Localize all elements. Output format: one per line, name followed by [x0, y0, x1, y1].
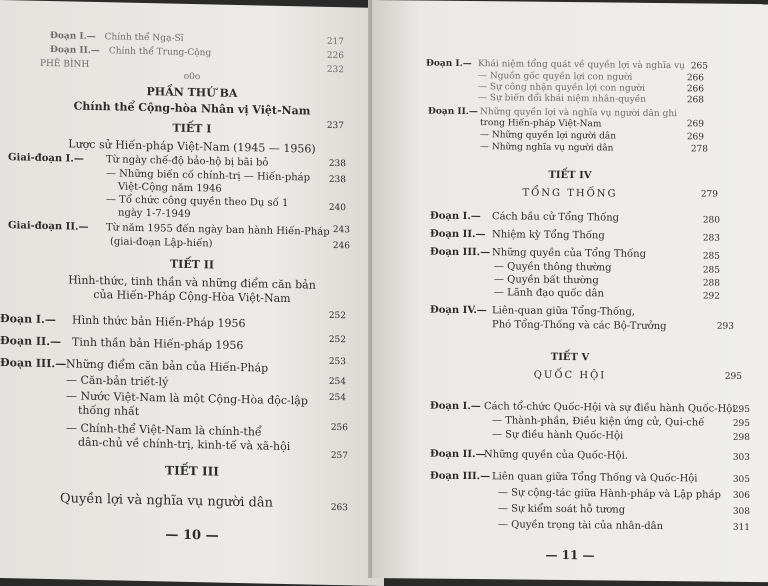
toc-entry-text: — Nguồn gốc quyền lợi con người	[478, 71, 633, 83]
toc-page: 292	[702, 291, 720, 302]
section-heading: Hình-thức, tinh thần và những điểm căn bản	[68, 273, 316, 292]
toc-entry	[430, 470, 698, 485]
toc-entry-text: Nhiệm kỳ Tổng Thống	[492, 229, 605, 242]
toc-entry	[50, 31, 184, 44]
part-title: PHẦN THỨ BA	[146, 85, 238, 100]
toc-entry-text: — Những nghĩa vụ người dân	[480, 142, 614, 154]
toc-entry-label: Đoạn I.—	[430, 400, 481, 413]
part-subtitle: Chính thể Cộng-hòa Nhân vị Việt-Nam	[73, 99, 311, 118]
toc-page: 305	[732, 474, 750, 485]
toc-entry-label: Đoạn II.—	[430, 448, 486, 461]
toc-page: 308	[732, 506, 750, 517]
toc-entry	[8, 220, 330, 238]
toc-page: 265	[690, 61, 708, 72]
toc-entry-label: Đoạn II.—	[430, 228, 486, 241]
toc-page: 295	[724, 371, 742, 382]
toc-entry-text: — Những biến cố chính-trị — Hiến-pháp	[106, 168, 311, 184]
toc-page: 254	[328, 392, 346, 404]
toc-entry-text: — Sự cộng-tác giữa Hành-pháp và Lập pháp	[498, 487, 721, 501]
toc-entry	[8, 152, 269, 169]
toc-entry-text: — Lãnh đạo quốc dân	[494, 287, 604, 300]
toc-entry-text: — Quyền trọng tài của nhân-dân	[498, 519, 664, 533]
toc-entry-text: Những quyền lợi và nghĩa vụ người dân ghi	[480, 107, 678, 120]
toc-page: 257	[330, 450, 348, 462]
toc-entry-text: Tinh thần bản Hiến-pháp 1956	[72, 335, 244, 353]
toc-entry-text: Cách tổ-chức Quốc-Hội và sự điều hành Quốc-Hội	[484, 401, 736, 415]
toc-entry-text: Những quyền của Tổng Thống	[492, 247, 646, 260]
toc-entry-text: — Sự biến đổi khái niệm nhân-quyền	[478, 93, 647, 105]
section-heading: Lược sử Hiến-pháp Việt-Nam (1945 — 1956)	[68, 137, 316, 156]
toc-page: 252	[328, 310, 346, 322]
toc-page: 280	[702, 215, 720, 226]
toc-page: 240	[328, 202, 346, 214]
toc-page: 226	[326, 50, 344, 62]
toc-page: 285	[702, 251, 720, 262]
toc-entry-label: Đoạn II.—	[428, 106, 478, 118]
toc-entry-label: Đoạn III.—	[430, 246, 491, 259]
toc-entry-label: Đoạn II.—	[50, 45, 100, 57]
toc-page: 306	[732, 490, 750, 501]
toc-page: 238	[328, 174, 346, 186]
toc-page: 269	[686, 132, 704, 143]
toc-entry-label: Đoạn I.—	[50, 31, 96, 43]
toc-entry	[430, 448, 628, 462]
toc-entry-text: Từ ngày chế-độ bảo-hộ bị bãi bỏ	[106, 154, 269, 169]
toc-page: 311	[732, 522, 750, 533]
page-number: — 11 —	[545, 547, 595, 563]
toc-entry	[430, 228, 605, 242]
toc-entry-text: trong Hiến-pháp Việt-Nam	[480, 118, 602, 130]
section-heading: Quyền lợi và nghĩa vụ người dân	[60, 491, 273, 511]
toc-entry	[430, 400, 736, 415]
toc-entry-text: Liên quan giữa Tổng Thống và Quốc-Hội	[492, 471, 698, 485]
toc-entry-text: thống nhất	[78, 403, 140, 418]
toc-entry-text: — Quyền bất thường	[494, 274, 599, 287]
toc-entry-text: Chính thể Trung-Cộng	[108, 46, 212, 59]
toc-page: 237	[326, 120, 344, 132]
toc-page: 246	[332, 240, 350, 252]
toc-page: 303	[732, 452, 750, 463]
toc-entry-label: Đoạn I.—	[430, 210, 481, 223]
toc-entry-text: Liên-quan giữa Tổng-Thống,	[492, 305, 636, 318]
toc-page: 238	[328, 158, 346, 170]
toc-page: 295	[732, 418, 750, 429]
toc-page: 269	[686, 119, 704, 130]
toc-page: 243	[332, 224, 350, 236]
toc-entry-text: PHÊ BÌNH	[40, 58, 90, 70]
toc-page: 288	[702, 278, 720, 289]
toc-entry-text: Từ năm 1955 đến ngày ban hành Hiến-Pháp	[106, 222, 330, 238]
section-title: TIẾT V	[550, 351, 590, 364]
toc-entry-text: — Sự kiểm soát hỗ tương	[498, 503, 626, 516]
toc-entry	[430, 246, 646, 260]
section-heading: QUỐC HỘI	[533, 369, 607, 382]
toc-entry-text: — Thành-phần, Điều kiện ứng cử, Qui-chế	[492, 415, 705, 429]
toc-entry-text: Việt-Cộng năm 1946	[118, 181, 222, 195]
toc-page: 254	[328, 376, 346, 388]
toc-entry-text: (giai-đoạn Lập-hiến)	[110, 236, 213, 250]
toc-page: 279	[700, 189, 718, 200]
toc-entry	[0, 334, 244, 353]
toc-entry-label: Giai-đoạn II.—	[8, 220, 89, 233]
toc-entry	[430, 210, 620, 224]
section-title: TIẾT II	[169, 257, 215, 272]
toc-entry-label: Giai-đoạn I.—	[8, 152, 84, 165]
toc-entry-text: — Sự điều hành Quốc-Hội	[492, 429, 624, 442]
section-heading: TỔNG THỐNG	[522, 187, 618, 200]
page-number: — 10 —	[165, 527, 219, 544]
toc-entry-text: — Quyền thông thường	[494, 261, 612, 274]
toc-entry-label: Đoạn III.—	[430, 470, 491, 483]
toc-page: 293	[716, 321, 734, 332]
toc-entry	[426, 58, 685, 72]
toc-entry-text: Phó Tổng-Thống và các Bộ-Trưởng	[492, 319, 667, 333]
toc-entry-text: Cách bầu cử Tổng Thống	[492, 211, 620, 224]
toc-entry	[428, 106, 678, 120]
toc-entry-text: ngày 1-7-1949	[118, 207, 191, 220]
toc-entry-text: Khái niệm tổng quát về quyền lợi và nghĩa vụ	[478, 59, 685, 72]
toc-entry-text: — Những quyền lợi người dân	[480, 130, 617, 142]
section-title: TIẾT I	[172, 121, 212, 136]
toc-page: 283	[702, 233, 720, 244]
right-page	[372, 0, 768, 582]
toc-entry-text: Những quyền của Quốc-Hội.	[484, 449, 628, 462]
section-heading: của Hiến-Pháp Cộng-Hòa Việt-Nam	[93, 287, 291, 306]
toc-page: 268	[686, 95, 704, 106]
toc-page: 278	[690, 144, 708, 155]
toc-entry-text: — Căn-bản triết-lý	[66, 373, 169, 389]
toc-entry-text: Những điểm căn bản của Hiến-Pháp	[66, 357, 269, 375]
toc-entry-label: Đoạn II.—	[0, 334, 62, 349]
toc-page: 295	[732, 404, 750, 415]
section-title: TIẾT III	[165, 463, 219, 479]
toc-entry-label: Đoạn I.—	[0, 312, 56, 327]
toc-entry-text: — Chính-thể Việt-Nam là chính-thể	[66, 421, 262, 439]
toc-page: 253	[328, 356, 346, 368]
toc-page: 298	[732, 432, 750, 443]
toc-entry-text: — Nước Việt-Nam là một Cộng-Hòa độc-lập	[66, 389, 308, 408]
toc-page: 217	[326, 36, 344, 48]
toc-entry-text: — Tổ chức công quyền theo Dụ số 1	[106, 194, 289, 210]
toc-page: 256	[330, 422, 348, 434]
toc-entry-text: dân-chủ về chính-trị, kinh-tế và xã-hội	[78, 435, 291, 454]
toc-entry	[0, 312, 246, 331]
toc-entry-label: Đoạn III.—	[0, 356, 67, 371]
toc-entry-label: Đoạn I.—	[426, 58, 472, 70]
toc-entry-text: Hình thức bản Hiến-Pháp 1956	[72, 313, 246, 331]
toc-page: 263	[330, 502, 348, 514]
toc-entry	[0, 356, 269, 375]
toc-entry	[50, 45, 211, 58]
toc-page: 285	[702, 265, 720, 276]
ornament: o0o	[183, 71, 201, 83]
toc-entry-text: Chính thể Ngạ-Sĩ	[104, 32, 184, 44]
toc-page: 266	[686, 73, 704, 84]
section-title: TIẾT IV	[548, 169, 592, 182]
toc-page: 252	[328, 334, 346, 346]
toc-page: 266	[686, 84, 704, 95]
toc-page: 232	[326, 64, 344, 76]
toc-entry	[430, 304, 636, 318]
toc-entry-text: — Sự công nhận quyền lợi con người	[478, 82, 645, 94]
toc-entry-label: Đoạn IV.—	[430, 304, 487, 317]
